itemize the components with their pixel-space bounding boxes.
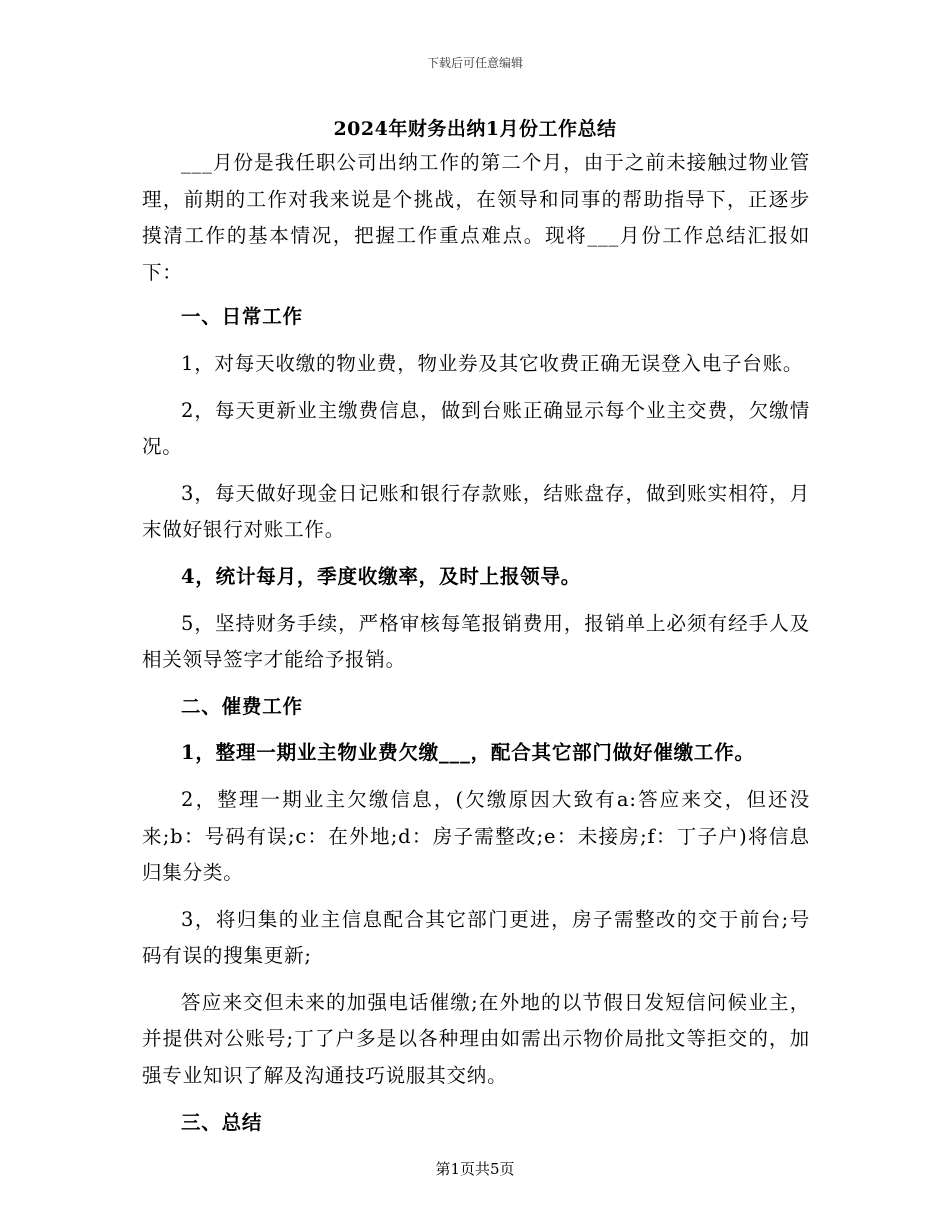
document-body	[142, 145, 810, 1151]
section-heading-daily-work: 一、日常工作	[181, 305, 303, 329]
section-heading-summary: 三、总结	[181, 1110, 263, 1134]
daily-work-item-2: 2，每天更新业主缴费信息，做到台账正确显示每个业主交费，欠缴情况。	[142, 398, 810, 459]
intro-paragraph: ___月份是我任职公司出纳工作的第二个月，由于之前未接触过物业管理，前期的工作对我来说是个挑战，在领导和同事的帮助指导下，正逐步摸清工作的基本情况，把握工作重点难点。现将___月份工作总结汇报如下：	[142, 151, 810, 284]
daily-work-item-1: 1，对每天收缴的物业费，物业券及其它收费正确无误登入电子台账。	[181, 351, 804, 375]
collection-work-item-3: 3，将归集的业主信息配合其它部门更进，房子需整改的交于前台;号码有误的搜集更新;	[142, 907, 810, 968]
collection-work-item-1: 1，整理一期业主物业费欠缴___，配合其它部门做好催缴工作。	[181, 741, 755, 765]
document-title: 2024年财务出纳1月份工作总结	[333, 118, 617, 140]
section-heading-collection-work: 二、催费工作	[181, 694, 303, 718]
page-footer: 第1页共5页	[435, 1160, 515, 1178]
daily-work-item-5: 5，坚持财务手续，严格审核每笔报销费用，报销单上必须有经手人及相关领导签字才能给予报销。	[142, 611, 810, 672]
header-note: 下载后可任意编辑	[426, 56, 523, 70]
daily-work-item-3: 3，每天做好现金日记账和银行存款账，结账盘存，做到账实相符，月末做好银行对账工作。	[142, 481, 810, 542]
daily-work-item-4: 4，统计每月，季度收缴率，及时上报领导。	[181, 564, 582, 588]
collection-work-item-2: 2，整理一期业主欠缴信息，(欠缴原因大致有a:答应来交，但还没来;b：号码有误;c：在外地;d：房子需整改;e：未接房;f：丁子户)将信息归集分类。	[142, 787, 810, 885]
collection-work-item-4: 答应来交但未来的加强电话催缴;在外地的以节假日发短信问候业主，并提供对公账号;丁了户多是以各种理由如需出示物价局批文等拒交的，加强专业知识了解及沟通技巧说服其交纳。	[142, 990, 810, 1088]
